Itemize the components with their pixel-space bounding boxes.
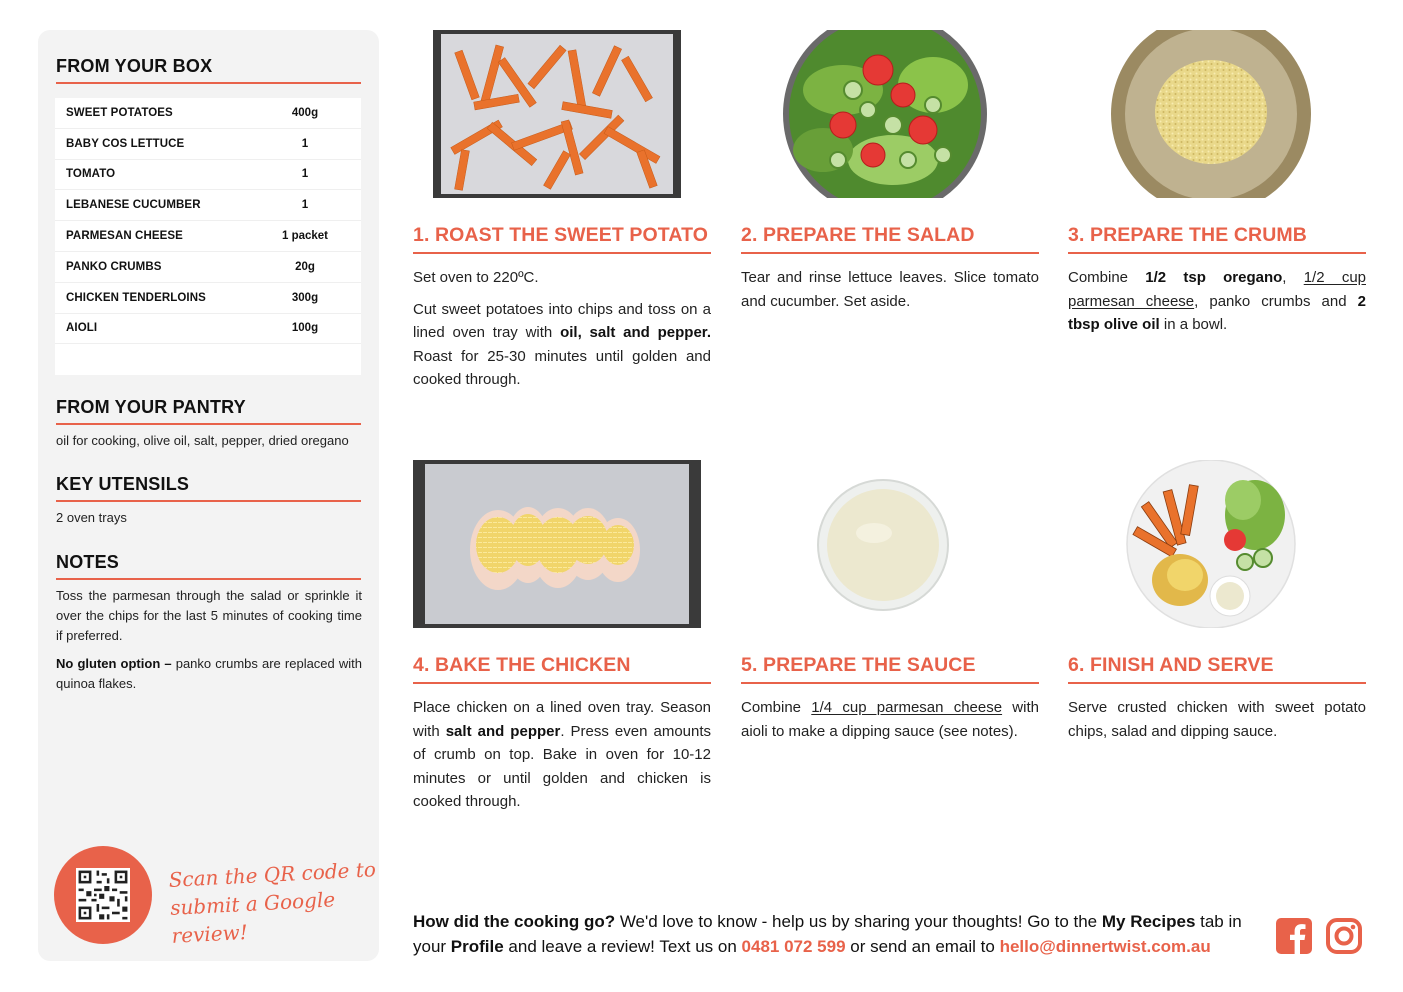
pantry-text: oil for cooking, olive oil, salt, pepper, dried oregano xyxy=(56,433,349,448)
ingredient-name: BABY COS LETTUCE xyxy=(66,137,185,150)
ingredient-name: SWEET POTATOES xyxy=(66,106,173,119)
text-bold: 1/2 tsp oregano xyxy=(1145,269,1283,286)
review-footer xyxy=(413,909,1263,959)
step-3-body xyxy=(1068,266,1366,345)
step-6-text-1: Serve crusted chicken with sweet potato chips, salad and dipping sauce. xyxy=(1068,699,1366,740)
notes-text: Toss the parmesan through the salad or sprinkle it over the chips for the last 5 minutes of cooking time if preferred. xyxy=(56,588,362,643)
ingredient-qty: 400g xyxy=(291,106,319,119)
notes-gluten xyxy=(56,654,362,694)
utensils-heading: KEY UTENSILS xyxy=(56,474,190,494)
notes-heading-rule xyxy=(56,578,361,580)
pantry-heading-rule xyxy=(56,423,361,425)
step-3-title: 3. PREPARE THE CRUMB xyxy=(1068,224,1307,246)
chicken-tray-image xyxy=(413,460,701,628)
text-run: Combine xyxy=(741,699,812,716)
text-bold: 2 tbsp olive oil xyxy=(1068,292,1366,333)
ingredient-name: AIOLI xyxy=(66,322,98,335)
qr-code-icon[interactable] xyxy=(76,868,130,922)
table-row xyxy=(55,314,361,345)
ingredient-name: PARMESAN CHEESE xyxy=(66,230,183,243)
footer-question: How did the cooking go? xyxy=(413,912,616,931)
table-row xyxy=(55,160,361,191)
qr-caption xyxy=(168,855,383,950)
facebook-icon[interactable] xyxy=(1276,918,1312,954)
qr-caption-line1: Scan the QR code to xyxy=(168,857,377,892)
text-run: Combine xyxy=(1068,269,1146,286)
gluten-text: panko crumbs are replaced with quinoa flakes. xyxy=(56,656,363,691)
step-2-text-1: Tear and rinse lettuce leaves. Slice tomato and cucumber. Set aside. xyxy=(741,269,1039,310)
ingredient-qty: 100g xyxy=(291,322,319,335)
sauce-bowl-image xyxy=(816,478,950,612)
table-row xyxy=(55,221,361,252)
ingredient-name: TOMATO xyxy=(66,168,116,181)
gluten-label: No gluten option – xyxy=(56,656,172,671)
text-underline: 1/2 cup parmesan cheese xyxy=(1068,269,1366,310)
footer-text-4: or send an email to xyxy=(845,937,1000,956)
footer-profile: Profile xyxy=(450,937,504,956)
step-4-body xyxy=(413,696,711,822)
text-bold: salt and pepper xyxy=(445,722,561,740)
qr-caption-line2: submit a Google review! xyxy=(169,887,336,948)
table-row xyxy=(55,98,361,129)
step-4-title: 4. BAKE THE CHICKEN xyxy=(413,654,631,676)
step-6-body xyxy=(1068,696,1366,751)
box-ingredients-table xyxy=(55,98,361,375)
step-1-rule xyxy=(413,252,711,254)
box-heading: FROM YOUR BOX xyxy=(56,56,213,76)
footer-text-3: and leave a review! Text us on xyxy=(503,937,742,956)
text-run: with aioli to make a dipping sauce (see notes). xyxy=(741,699,1039,740)
ingredient-qty: 300g xyxy=(291,291,319,304)
ingredient-qty: 1 packet xyxy=(281,230,329,243)
instagram-icon[interactable] xyxy=(1326,918,1362,954)
step-1-text-1: Set oven to 220ºC. xyxy=(413,269,539,286)
utensils-text: 2 oven trays xyxy=(56,510,127,525)
step-1-text-2 xyxy=(413,298,711,392)
ingredient-name: PANKO CRUMBS xyxy=(66,260,162,273)
text-underline: 1/4 cup parmesan cheese xyxy=(811,699,1003,716)
step-5-title: 5. PREPARE THE SAUCE xyxy=(741,654,976,676)
footer-text-1: We'd love to know - help us by sharing your thoughts! Go to the xyxy=(615,912,1102,931)
text-run: in a bowl. xyxy=(1159,316,1228,333)
step-1-title: 1. ROAST THE SWEET POTATO xyxy=(413,224,709,246)
notes-heading: NOTES xyxy=(56,552,120,572)
step-6-title: 6. FINISH AND SERVE xyxy=(1068,654,1274,676)
ingredient-qty: 20g xyxy=(295,260,315,273)
step-2-rule xyxy=(741,252,1039,254)
step-2-body xyxy=(741,266,1039,321)
ingredient-qty: 1 xyxy=(301,137,309,150)
ingredient-qty: 1 xyxy=(301,199,309,212)
table-row xyxy=(55,129,361,160)
step-3-rule xyxy=(1068,252,1366,254)
crumb-bowl-image xyxy=(1111,30,1311,198)
step-3-text-1 xyxy=(1068,266,1366,337)
table-row xyxy=(55,190,361,221)
table-row xyxy=(55,252,361,283)
step-5-body xyxy=(741,696,1039,751)
footer-my-recipes: My Recipes xyxy=(1101,912,1196,931)
text-run: Place chicken on a lined oven tray. Season with xyxy=(413,699,711,740)
utensils-heading-rule xyxy=(56,500,361,502)
table-row xyxy=(55,283,361,314)
pantry-heading: FROM YOUR PANTRY xyxy=(56,397,246,417)
text-run: . Press even amounts of crumb on top. Bake in oven for 10-12 minutes or until golden and chicken is cooked through. xyxy=(413,722,712,810)
ingredients-sidebar xyxy=(38,30,379,961)
text-run: Roast for 25-30 minutes until golden and cooked through. xyxy=(413,347,711,388)
ingredient-qty: 1 xyxy=(301,168,309,181)
step-5-rule xyxy=(741,682,1039,684)
footer-email-link[interactable]: hello@dinnertwist.com.au xyxy=(999,937,1211,956)
step-6-rule xyxy=(1068,682,1366,684)
footer-text-2: tab in your xyxy=(413,912,1242,956)
step-4-text-1 xyxy=(413,696,711,814)
step-2-title: 2. PREPARE THE SALAD xyxy=(741,224,975,246)
salad-bowl-image xyxy=(783,30,987,198)
ingredient-name: LEBANESE CUCUMBER xyxy=(66,199,201,212)
text-bold: oil, salt and pepper. xyxy=(560,324,711,341)
text-run: , xyxy=(1282,269,1304,286)
box-heading-rule xyxy=(56,82,361,84)
qr-badge xyxy=(54,846,152,944)
ingredient-name: CHICKEN TENDERLOINS xyxy=(66,291,206,304)
step-1-body xyxy=(413,266,711,400)
text-run: , panko crumbs and xyxy=(1194,292,1358,310)
step-5-text-1 xyxy=(741,696,1039,743)
step-4-rule xyxy=(413,682,711,684)
footer-phone-link[interactable]: 0481 072 599 xyxy=(741,937,846,956)
finished-plate-image xyxy=(1125,460,1297,628)
roasting-tray-sweet-potato-image xyxy=(433,30,681,198)
text-run: Cut sweet potatoes into chips and toss on a lined oven tray with xyxy=(413,300,711,341)
